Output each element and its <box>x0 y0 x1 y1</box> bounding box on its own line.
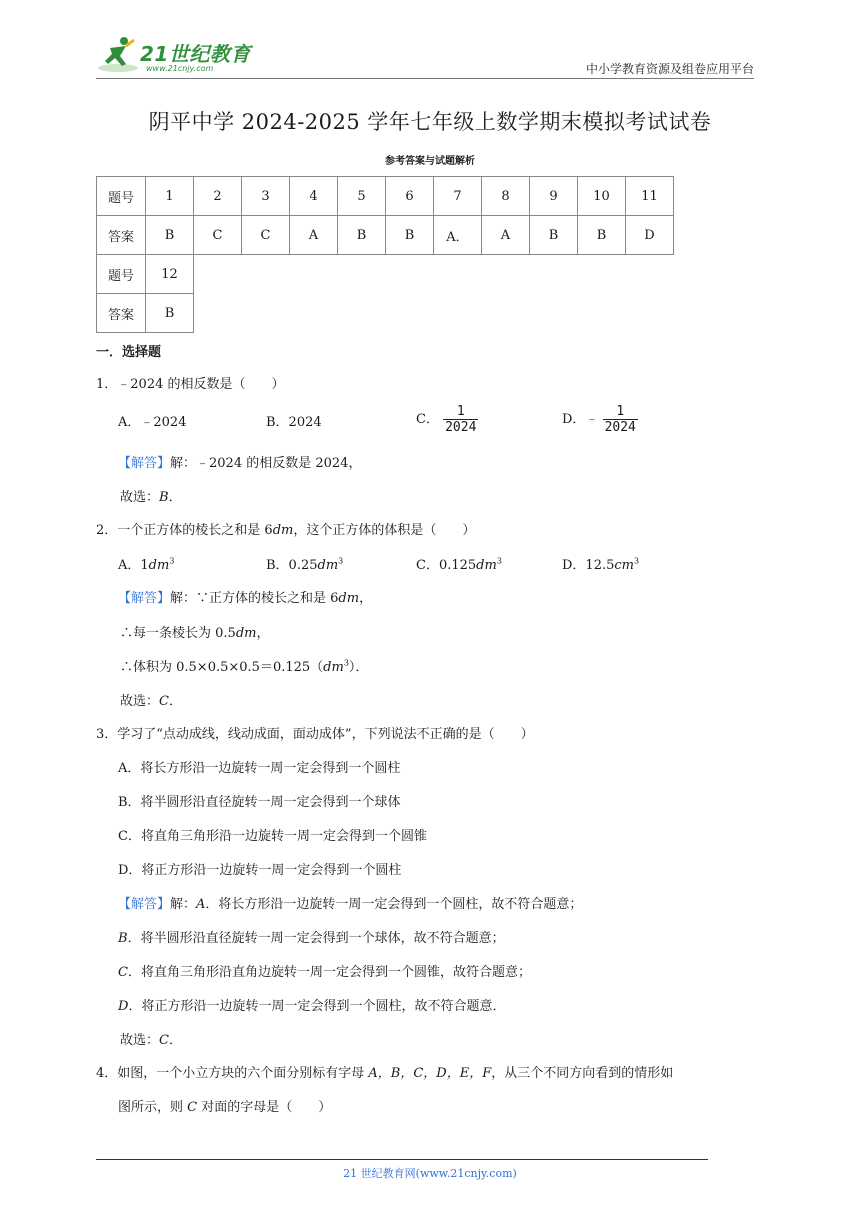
q1-option-c-fraction <box>443 404 478 435</box>
table-cell: 6 <box>386 177 434 216</box>
table-cell: C <box>194 216 242 255</box>
section-heading: 一．选择题 <box>96 345 162 360</box>
choose-label: 故选： <box>120 490 160 505</box>
q1-solution-text: 解：﹣2024 的相反数是 2024， <box>170 456 362 471</box>
table-cell: 1 <box>146 177 194 216</box>
row-label: 答案 <box>97 216 146 255</box>
table-cell: B <box>530 216 578 255</box>
option-letter: A <box>196 897 206 912</box>
option-letter: B <box>118 931 128 946</box>
choose-label: 故选： <box>120 1033 160 1048</box>
option-letter: D <box>118 999 129 1014</box>
solution-text: ．将半圆形沿直径旋转一周一定会得到一个球体，故不符合题意； <box>127 931 505 946</box>
table-cell: 5 <box>338 177 386 216</box>
q2-option-a <box>118 554 174 573</box>
exponent: 3 <box>343 658 349 668</box>
table-cell: A <box>482 216 530 255</box>
q3-solution-d <box>118 995 505 1014</box>
table-cell: B <box>146 294 194 333</box>
q2-solution-line-3 <box>120 656 368 675</box>
stem-text: 对面的字母是（ ） <box>197 1100 332 1115</box>
q1-option-d <box>562 404 638 435</box>
choose-end: ． <box>168 694 182 709</box>
table-cell: A <box>290 216 338 255</box>
unit: dm <box>235 626 257 641</box>
table-row-answers <box>97 294 194 333</box>
option-text: C．0.125 <box>416 558 477 573</box>
q3-solution-c <box>118 961 531 980</box>
q1-option-b: B．2024 <box>266 415 322 430</box>
q3-option-c: C．将直角三角形沿一边旋转一周一定会得到一个圆锥 <box>118 829 427 844</box>
table-row-numbers <box>97 255 194 294</box>
q2-solution <box>118 587 372 606</box>
option-letter: C <box>118 965 128 980</box>
q3-solution <box>118 893 582 912</box>
q2-option-b <box>266 554 343 573</box>
table-cell: D <box>626 216 674 255</box>
exponent: 3 <box>496 556 502 566</box>
table-row-answers <box>97 216 674 255</box>
fraction-numerator: 1 <box>443 404 478 420</box>
exponent: 3 <box>169 556 175 566</box>
stem-text: ，这个正方体的体积是（ ） <box>293 523 476 538</box>
q3-conclusion <box>120 1029 182 1048</box>
option-text: A．1 <box>118 558 149 573</box>
question-1-stem: 1．﹣2024 的相反数是（ ） <box>96 377 285 392</box>
solution-text: 解：∵正方体的棱长之和是 6 <box>170 591 339 606</box>
exponent: 3 <box>633 556 640 566</box>
unit: dm <box>317 558 339 573</box>
page-subtitle: 参考答案与试题解析 <box>385 156 475 167</box>
unit: dm <box>476 558 497 573</box>
unit: dm <box>148 558 170 573</box>
choose-value: C <box>159 1033 169 1048</box>
table-cell: B <box>578 216 626 255</box>
exponent: 3 <box>338 556 344 566</box>
header-divider <box>96 78 754 79</box>
solution-text: ．将长方形沿一边旋转一周一定会得到一个圆柱，故不符合题意； <box>205 897 583 912</box>
row-label: 题号 <box>97 177 146 216</box>
fraction-denominator: 2024 <box>445 420 477 435</box>
runner-logo-icon <box>96 34 140 74</box>
solution-tag: 【解答】 <box>118 591 171 606</box>
q1-conclusion <box>120 486 182 505</box>
stem-text: 4．如图，一个小立方块的六个面分别标有字母 <box>96 1066 369 1081</box>
row-label: 答案 <box>97 294 146 333</box>
platform-name: 中小学教育资源及组卷应用平台 <box>585 62 754 76</box>
solution-text: ∴体积为 0.5×0.5×0.5＝0.125（ <box>120 660 324 675</box>
solution-text: 解： <box>170 897 197 912</box>
table-cell: 9 <box>530 177 578 216</box>
choose-value: B <box>159 490 169 505</box>
face-letter: C <box>187 1100 198 1115</box>
table-cell: 4 <box>290 177 338 216</box>
question-4-stem-line-2 <box>118 1096 331 1115</box>
q1-option-d-prefix: D．﹣ <box>562 412 599 427</box>
answer-table <box>96 176 674 255</box>
table-cell: C <box>242 216 290 255</box>
site-logo <box>96 34 266 76</box>
q2-option-d <box>562 554 639 573</box>
brand-url: www.21cnjy.com <box>146 64 214 73</box>
table-cell: 3 <box>242 177 290 216</box>
q3-option-a: A．将长方形沿一边旋转一周一定会得到一个圆柱 <box>118 761 401 776</box>
table-cell: A． <box>434 216 482 255</box>
table-cell: 10 <box>578 177 626 216</box>
unit: dm <box>323 660 344 675</box>
table-cell: B <box>146 216 194 255</box>
stem-text: ，从三个不同方向看到的情形如 <box>491 1066 674 1081</box>
footer-divider <box>96 1159 708 1160</box>
footer-link[interactable]: 21 世纪教育网(www.21cnjy.com) <box>343 1167 517 1180</box>
table-cell: 11 <box>626 177 674 216</box>
q1-option-d-fraction <box>603 404 638 435</box>
choose-end: ． <box>168 490 182 505</box>
unit: dm <box>272 523 294 538</box>
q3-option-d: D．将正方形沿一边旋转一周一定会得到一个圆柱 <box>118 863 402 878</box>
solution-tag: 【解答】 <box>118 897 171 912</box>
option-text: B．0.25 <box>266 558 318 573</box>
q2-conclusion <box>120 690 182 709</box>
q2-solution-line-2 <box>120 622 269 641</box>
face-letters: A，B，C，D，E，F <box>368 1066 492 1081</box>
q1-option-c-prefix: C． <box>416 412 439 427</box>
solution-text: ）． <box>348 660 369 675</box>
question-2-stem <box>96 519 475 538</box>
answer-table-2 <box>96 254 194 333</box>
solution-tag: 【解答】 <box>118 456 171 471</box>
stem-text: 2．一个正方体的棱长之和是 6 <box>96 523 273 538</box>
choose-label: 故选： <box>120 694 160 709</box>
brand-name: 21世纪教育 <box>140 42 251 66</box>
table-cell: 7 <box>434 177 482 216</box>
choose-end: ． <box>168 1033 182 1048</box>
unit: cm <box>614 558 634 573</box>
solution-text: ， <box>359 591 373 606</box>
fraction-denominator: 2024 <box>604 420 636 435</box>
solution-text: ．将正方形沿一边旋转一周一定会得到一个圆柱，故不符合题意． <box>128 999 506 1014</box>
stem-text: 图所示，则 <box>118 1100 188 1115</box>
choose-value: C <box>159 694 169 709</box>
solution-text: ．将直角三角形沿直角边旋转一周一定会得到一个圆锥，故符合题意； <box>127 965 531 980</box>
table-cell: 8 <box>482 177 530 216</box>
q3-solution-b <box>118 927 505 946</box>
question-4-stem <box>96 1062 673 1081</box>
option-text: D．12.5 <box>562 558 615 573</box>
table-cell: B <box>338 216 386 255</box>
row-label: 题号 <box>97 255 146 294</box>
page-title: 阴平中学 2024-2025 学年七年级上数学期末模拟考试试卷 <box>148 110 712 134</box>
unit: dm <box>338 591 360 606</box>
table-cell: 12 <box>146 255 194 294</box>
q1-option-a: A．﹣2024 <box>118 415 187 430</box>
table-cell: B <box>386 216 434 255</box>
solution-text: ， <box>256 626 270 641</box>
q1-solution <box>118 452 361 471</box>
table-row-numbers <box>97 177 674 216</box>
q3-option-b: B．将半圆形沿直径旋转一周一定会得到一个球体 <box>118 795 401 810</box>
q2-option-c <box>416 554 502 573</box>
question-3-stem: 3．学习了“点动成线，线动成面，面动成体”，下列说法不正确的是（ ） <box>96 727 534 742</box>
solution-text: ∴每一条棱长为 0.5 <box>120 626 236 641</box>
table-cell: 2 <box>194 177 242 216</box>
fraction-numerator: 1 <box>603 404 638 420</box>
q1-option-c <box>416 404 478 435</box>
